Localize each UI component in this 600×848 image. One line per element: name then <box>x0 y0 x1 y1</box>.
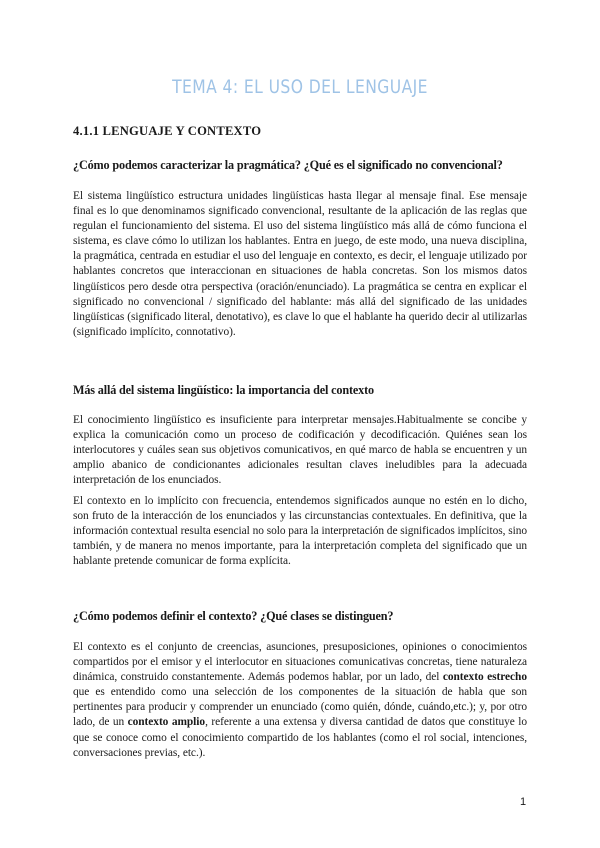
paragraph-4-text-c: que es entendido como una selección de los componentes de la situación de habla que son pertinentes para producir y comprender un enunciado (como quién, dónde, cuándo,etc.); y, por otro lado, de un <box>73 686 527 729</box>
paragraph-4-text-d: , referente a una extensa y diversa cantidad de datos que constituye lo que se conoce como el conocimiento compartido de los hablantes (como el rol social, intenciones, conversaciones previas, etc.). <box>73 716 527 759</box>
page-number: 1 <box>520 796 527 808</box>
term-contexto-estrecho: contexto estrecho <box>442 671 527 684</box>
question-heading-2: Más allá del sistema lingüístico: la importancia del contexto <box>73 383 374 397</box>
section-heading: 4.1.1 LENGUAJE Y CONTEXTO <box>73 124 262 138</box>
paragraph-4-text-a: El contexto es el conjunto de creencias, asunciones, presuposiciones, opiniones o conocimientos compartidos por el emisor y el interlocutor en situaciones comunicativas concretas, tiene naturaleza dinámica, construido constantemente. Además podemos hablar, por un lado, del <box>73 641 527 684</box>
page-title: TEMA 4: EL USO DEL LENGUAJE <box>172 76 428 98</box>
paragraph-4 <box>73 640 527 761</box>
paragraph-1: El sistema lingüístico estructura unidades lingüísticas hasta llegar al mensaje final. Ese mensaje final es lo que denominamos significado convencional, resultante de la aplicación de las reglas que regulan el funcionamiento del sistema. El uso del sistema lingüístico más allá de cómo funciona el sistema, es clave cómo lo utilizan los hablantes. Entra en juego, de este modo, una nueva disciplina, la pragmática, centrada en estudiar el uso del lenguaje en contexto, es decir, el lenguaje utilizado por hablantes concretos que interaccionan en situaciones de habla concretas. Son los mismos datos lingüísticos pero desde otra perspectiva (oración/enunciado). La pragmática se centra en explicar el significado no convencional / significado del hablante: más allá del significado de las unidades lingüísticas (significado literal, denotativo), es clave lo que el hablante ha querido decir al utilizarlas (significado implícito, connotativo). <box>73 190 527 338</box>
term-contexto-amplio: contexto amplio <box>127 716 206 729</box>
paragraph-2: El conocimiento lingüístico es insuficiente para interpretar mensajes.Habitualmente se concibe y explica la comunicación como un proceso de codificación y decodificación. Quiénes sean los interlocutores y cuáles sean sus objetivos comunicativos, en qué marco de habla se encuentren y un amplio abanico de condicionantes adicionales resultan claves ineludibles para la adecuada interpretación de los enunciados. <box>73 414 527 487</box>
paragraph-3: El contexto en lo implícito con frecuencia, entendemos significados aunque no estén en lo dicho, son fruto de la interacción de los enunciados y las circunstancias contextuales. En definitiva, que la información contextual resulta esencial no solo para la interpretación de significados implícitos, sino también, y de manera no menos importante, para la interpretación completa del significado que un hablante pretende comunicar de forma explícita. <box>73 495 527 568</box>
question-heading-3: ¿Cómo podemos definir el contexto? ¿Qué clases se distinguen? <box>73 609 394 623</box>
question-heading-1: ¿Cómo podemos caracterizar la pragmática? ¿Qué es el significado no convencional? <box>73 158 503 172</box>
